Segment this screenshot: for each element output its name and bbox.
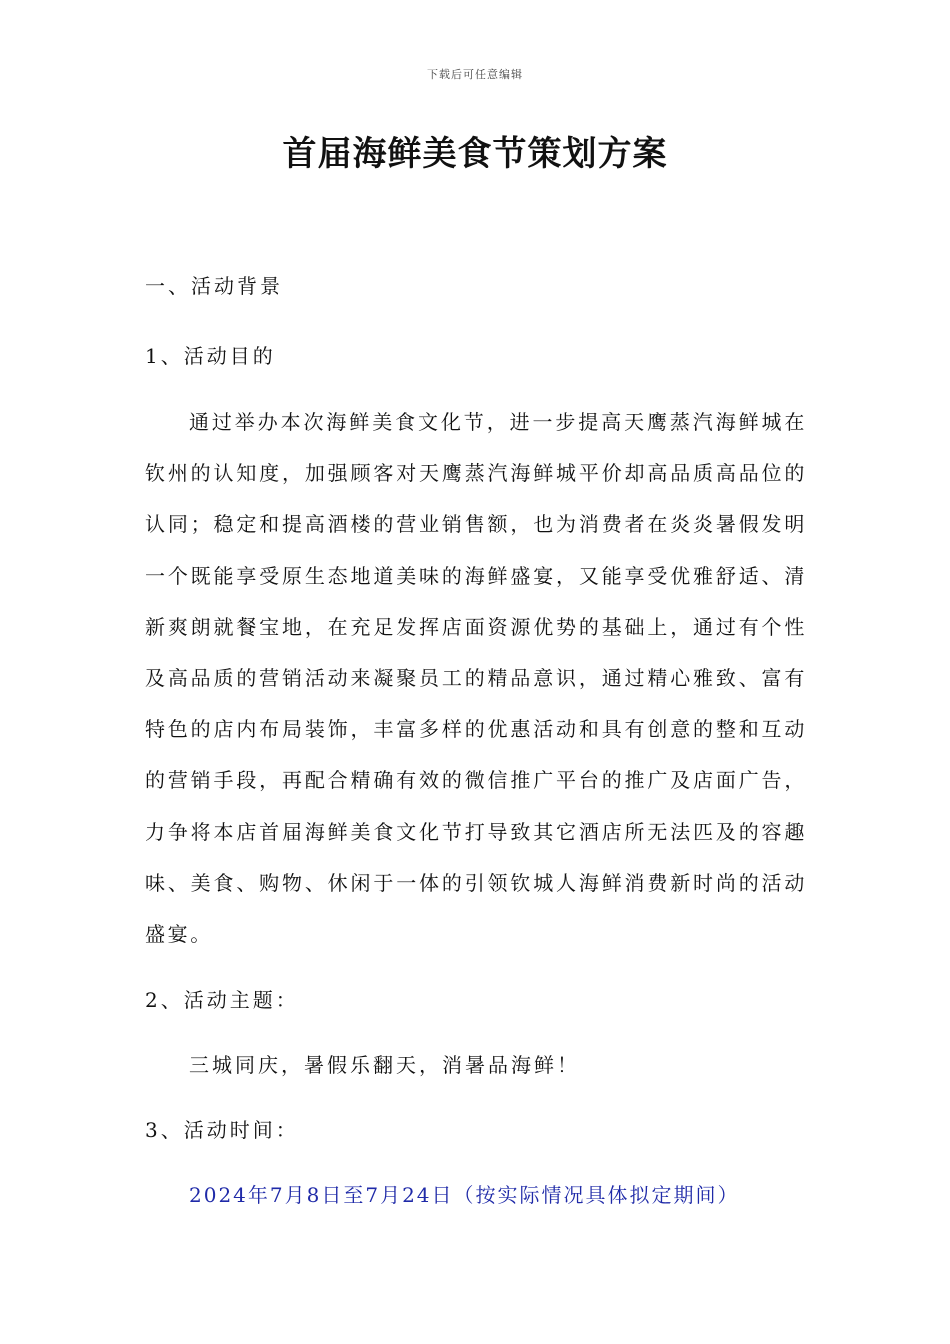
section-heading-background: 一、活动背景 [145,274,283,298]
item-heading-theme: 2、活动主题： [145,988,299,1012]
theme-text: 三城同庆，暑假乐翻天，消暑品海鲜！ [189,1053,580,1077]
time-text: 2024年7月8日至7月24日（按实际情况具体拟定期间） [189,1183,740,1207]
header-note: 下载后可任意编辑 [427,68,523,81]
purpose-paragraph: 通过举办本次海鲜美食文化节，进一步提高天鹰蒸汽海鲜城在钦州的认知度，加强顾客对天鹰蒸汽海鲜城平价却高品质高品位的认同；稳定和提高酒楼的营业销售额，也为消费者在炎炎暑假发明一个既能享受原生态地道美味的海鲜盛宴，又能享受优雅舒适、清新爽朗就餐宝地，在充足发挥店面资源优势的基础上，通过有个性及高品质的营销活动来凝聚员工的精品意识，通过精心雅致、富有特色的店内布局装饰，丰富多样的优惠活动和具有创意的整和互动的营销手段，再配合精确有效的微信推广平台的推广及店面广告，力争将本店首届海鲜美食文化节打导致其它酒店所无法匹及的容趣味、美食、购物、休闲于一体的引领钦城人海鲜消费新时尚的活动盛宴。 [145,410,807,947]
item-heading-purpose: 1、活动目的 [145,344,276,368]
item-heading-time: 3、活动时间： [145,1118,299,1142]
document-title: 首届海鲜美食节策划方案 [282,134,668,174]
